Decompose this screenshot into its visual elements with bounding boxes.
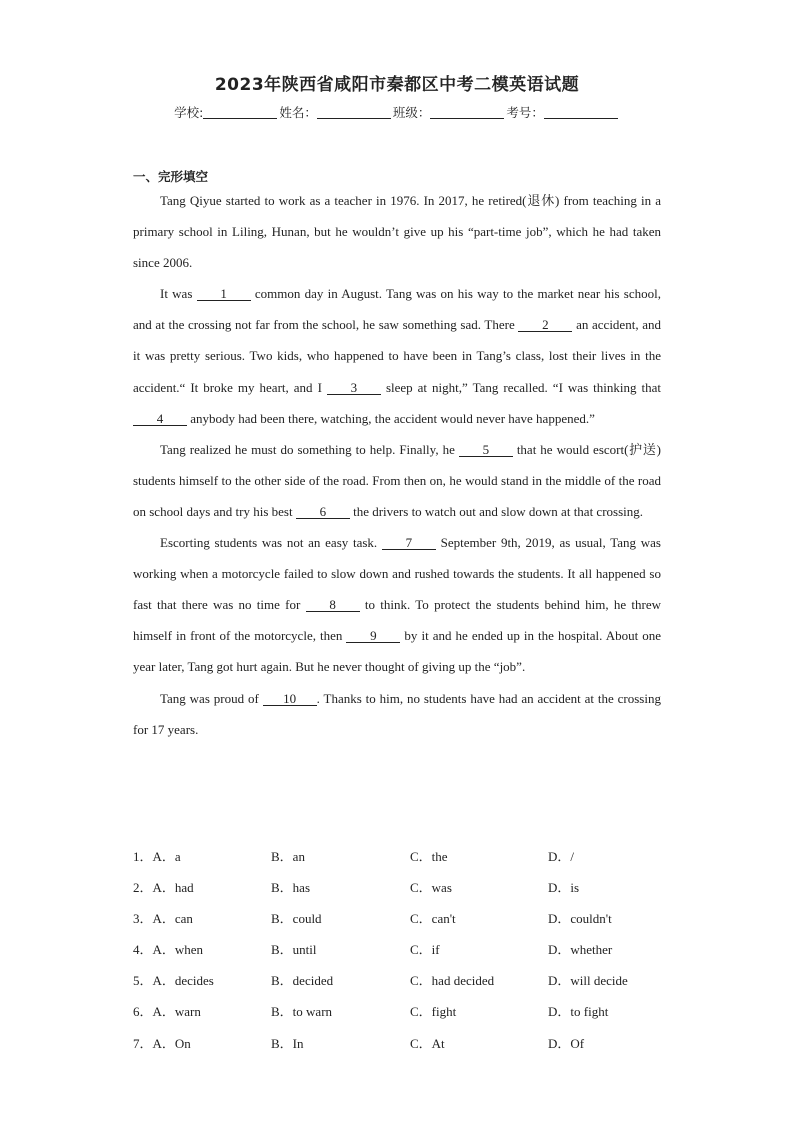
option-d[interactable]: D．couldn't (548, 911, 612, 927)
paragraph-3 (133, 434, 661, 527)
text-run: Tang realized he must do something to help. Finally, he (160, 441, 459, 457)
option-row (133, 996, 673, 1027)
number-blank[interactable] (544, 106, 618, 119)
option-c[interactable]: C．fight (410, 1004, 457, 1020)
option-row (133, 903, 673, 934)
text-run: the drivers to watch out and slow down at that crossing. (349, 503, 644, 519)
option-a[interactable]: 7．A．On (133, 1035, 191, 1051)
option-c[interactable]: C．had decided (410, 973, 495, 989)
option-a[interactable]: 6．A．warn (133, 1004, 201, 1020)
option-d[interactable]: D．to fight (548, 1004, 609, 1020)
text-run: . Thanks to him, no students have had an accident at the crossing for 17 years. (133, 690, 661, 737)
option-d[interactable]: D．whether (548, 942, 613, 958)
option-c[interactable]: C．the (410, 849, 448, 864)
school-label: 学校: (174, 105, 204, 120)
paragraph-1: Tang Qiyue started to work as a teacher in 1976. In 2017, he retired(退休) from teaching in a primary school in Liling, Hunan, but he wouldn’t give up his “part-time job”, which he had taken since 2006. (133, 193, 661, 271)
text-run: sleep at night,” Tang recalled. “I was thinking that (380, 379, 661, 395)
option-c[interactable]: C．if (410, 942, 440, 958)
text-run: an accident, and it was pretty serious. Two kids, who happened to have been in Tang’s class, lost their lives in the accident.“ It broke my heart, and I (133, 317, 662, 395)
option-row (133, 965, 673, 996)
class-label: 班级： (392, 105, 431, 120)
blank-4[interactable]: 4 (133, 412, 187, 426)
option-a[interactable]: 4．A．when (133, 942, 204, 958)
blank-5[interactable]: 5 (459, 443, 513, 457)
option-row (133, 934, 673, 965)
option-a[interactable]: 3．A．can (133, 911, 193, 927)
option-row (133, 841, 673, 872)
option-b[interactable]: B．could (271, 911, 322, 927)
text-run: anybody had been there, watching, the accident would never have happened.” (187, 410, 595, 426)
option-b[interactable]: B．until (271, 942, 317, 958)
text-run: September 9th, 2019, as usual, Tang was working when a motorcycle failed to slow down and rushed towards the students. It all happened so fast that there was no time for (133, 535, 661, 613)
name-blank[interactable] (317, 106, 391, 119)
option-b[interactable]: B．has (271, 880, 311, 896)
text-run: Tang was proud of (160, 690, 263, 706)
blank-2[interactable]: 2 (518, 318, 572, 332)
name-label: 姓名： (279, 105, 317, 120)
option-row (133, 1028, 673, 1059)
option-b[interactable]: B．decided (271, 973, 334, 989)
option-b[interactable]: B．an (271, 849, 305, 864)
text-run: common day in August. Tang was on his way to the market near his school, and at the crossing not far from the school, he saw something sad. There (133, 286, 661, 333)
option-c[interactable]: C．At (410, 1035, 445, 1051)
option-d[interactable]: D．will decide (548, 973, 628, 989)
option-d[interactable]: D．/ (548, 849, 575, 864)
option-a[interactable]: 5．A．decides (133, 973, 214, 989)
student-info-line (0, 103, 794, 121)
school-blank[interactable] (203, 106, 277, 119)
blank-6[interactable]: 6 (296, 505, 350, 519)
option-d[interactable]: D．Of (548, 1035, 585, 1051)
option-c[interactable]: C．can't (410, 911, 456, 927)
blank-3[interactable]: 3 (327, 381, 381, 395)
blank-1[interactable]: 1 (197, 287, 251, 301)
text-run: by it and he ended up in the hospital. About one year later, Tang got hurt again. But he never thought of giving up the “job”. (133, 628, 661, 675)
blank-10[interactable]: 10 (263, 692, 317, 706)
paragraph-5 (133, 683, 661, 745)
paragraph-4 (133, 527, 661, 682)
text-run: to think. To protect the students behind him, he threw himself in front of the motorcycle, then (133, 597, 661, 644)
option-d[interactable]: D．is (548, 880, 580, 896)
option-b[interactable]: B．In (271, 1035, 304, 1051)
text-run: that he would escort(护送) students himself to the other side of the road. From then on, he would stand in the middle of the road on school days and try his best (133, 441, 661, 519)
number-label: 考号： (506, 105, 544, 120)
option-a[interactable]: 2．A．had (133, 880, 194, 896)
page-title: 2023年陕西省咸阳市秦都区中考二模英语试题 (214, 75, 580, 95)
blank-7[interactable]: 7 (382, 536, 436, 550)
blank-8[interactable]: 8 (306, 598, 360, 612)
answer-options (133, 841, 673, 1059)
cloze-passage (133, 185, 661, 745)
class-blank[interactable] (430, 106, 504, 119)
option-row (133, 872, 673, 903)
text-run: It was (160, 286, 197, 302)
paragraph-2 (133, 278, 661, 433)
section-heading: 一、完形填空 (133, 169, 209, 184)
option-b[interactable]: B．to warn (271, 1004, 333, 1020)
option-c[interactable]: C．was (410, 880, 452, 896)
option-a[interactable]: 1．A．a (133, 849, 181, 864)
blank-9[interactable]: 9 (346, 629, 400, 643)
text-run: Escorting students was not an easy task. (160, 535, 382, 551)
